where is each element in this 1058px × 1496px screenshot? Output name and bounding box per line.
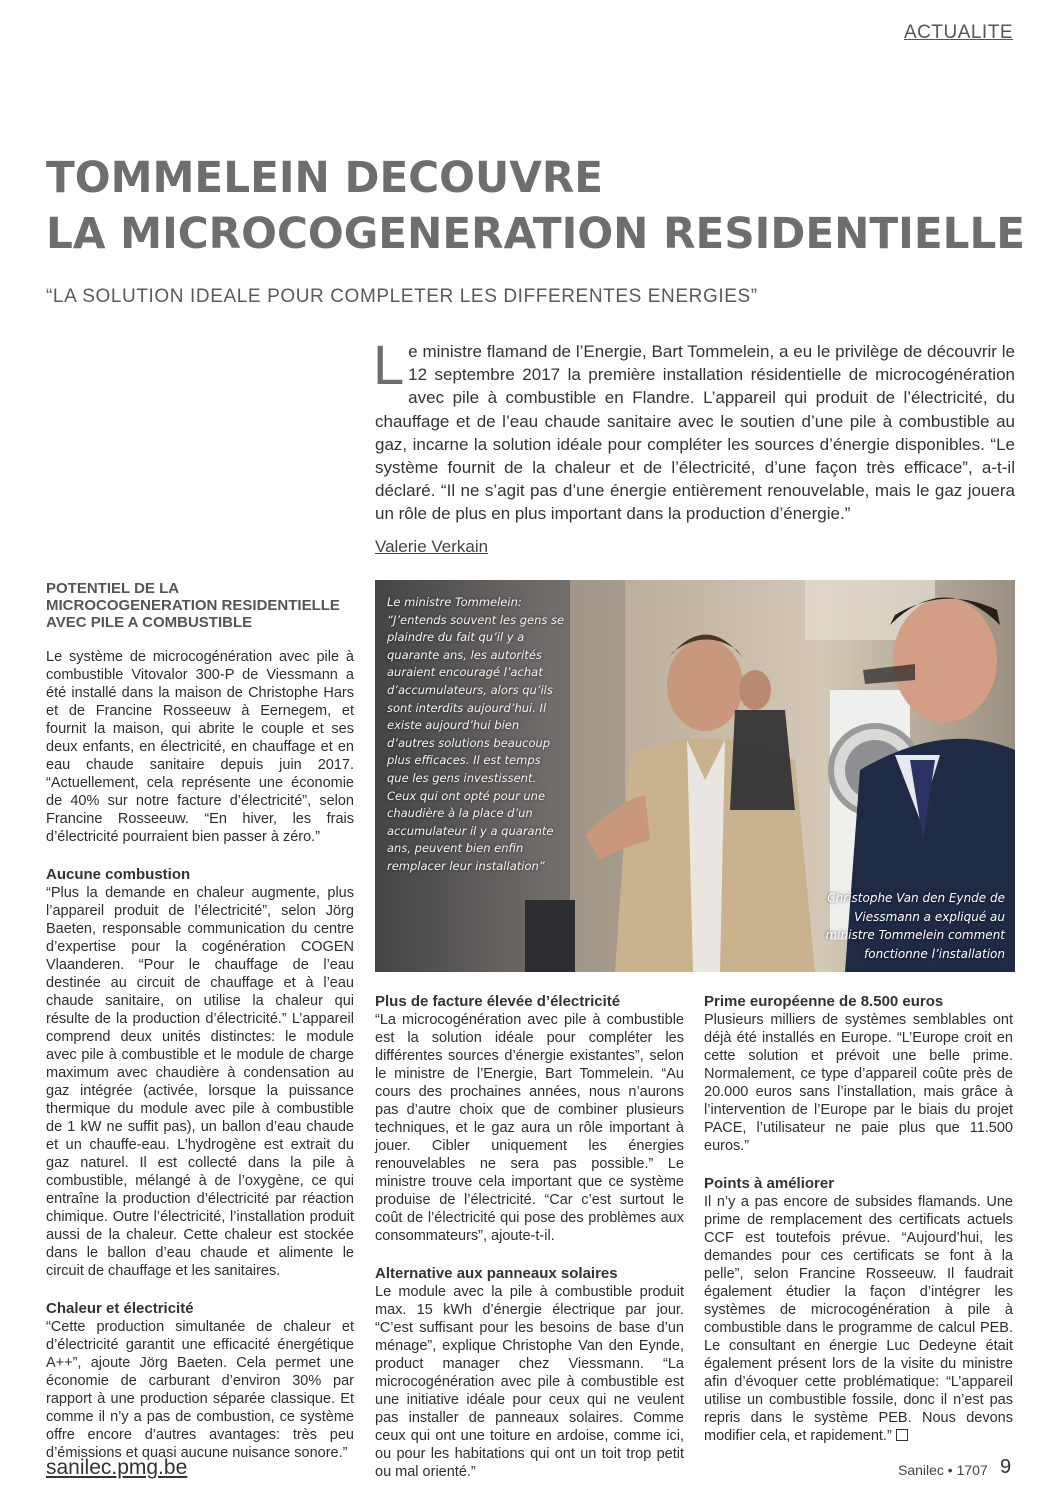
subheading: Aucune combustion [46,866,191,883]
author-link[interactable]: Valerie Verkain [375,537,489,556]
footer-magazine-issue: Sanilec • 1707 [898,1462,988,1478]
body-paragraph: Le module avec la pile à combustible produit max. 15 kWh d’énergie électrique par jour. “C’est suffisant pour les besoins de base d’un ménage”, explique Christophe Van den Eynde, product manager chez Viessmann. “La microcogénération avec pile à combustible est une initiative idéale pour ceux qui ne veulent pas installer de panneaux solaires. Comme ceux qui ont une toiture en ardoise, comme ici, ou pour les habitations qui ont un toit trop petit ou mal orienté.” [375,1284,684,1480]
page-number: 9 [1000,1456,1012,1478]
section-heading: POTENTIEL DE LA MICROCOGENERATION RESIDENTIELLE AVEC PILE A COMBUSTIBLE [46,580,340,631]
body-paragraph: “Cette production simultanée de chaleur et d’électricité garantit une efficacité énergétique A++”, ajoute Jörg Baeten. Cela permet une économie de carburant d’environ 30% par rapport à une production séparée classique. Et comme il n’y a pas de combustion, ce système offre encore d’autres avantages: très peu d’émissions et quasi aucune nuisance sonore.” [46,1319,354,1461]
drop-cap: L [373,333,405,396]
footer-website-link[interactable]: sanilec.pmg.be [46,1456,188,1479]
column-middle [375,993,684,1481]
article-title [46,150,1026,262]
column-right [704,993,1013,1445]
section-tag[interactable]: ACTUALITE [903,22,1013,43]
article-subtitle: “LA SOLUTION IDEALE POUR COMPLETER LES DIFFERENTES ENERGIES” [46,286,758,307]
end-mark-icon [896,1429,908,1441]
body-paragraph: Plusieurs milliers de systèmes semblables ont déjà été installés en Europe. “L’Europe croit en cette solution et prévoit une belle prime. Normalement, ce type d’appareil coûte près de 20.000 euros sans l’installation, mais grâce à l’intervention de l’Europe par le biais du projet PACE, l’utilisateur ne paie plus que 11.500 euros.” [704,1012,1013,1154]
subheading: Alternative aux panneaux solaires [375,1265,618,1282]
subheading: Points à améliorer [704,1175,835,1192]
closing-text: Il n’y a pas encore de subsides flamands. Une prime de remplacement des certificats actuels CCF est toutefois prévue. “Aujourd’hui, les demandes pour ces certificats se font à la pelle”, selon Francine Rosseeuw. Il faudrait également étudier la façon d’intégrer les systèmes de microcogénération à pile à combustible dans le programme de calcul PEB. Le consultant en énergie Luc Dedeyne était également présent lors de la visite du ministre afin d’évoquer cette problématique: “L’appareil utilise un combustible fossile, donc il n’est pas repris dans le système PEB. Nous devons modifier cela, et rapidement.” [704,1194,1013,1444]
photo-caption: Christophe Van den Eynde de Viessmann a expliqué au ministre Tommelein comment fonctionne l’installation [825,891,1005,961]
intro-paragraph [373,333,1015,526]
body-paragraph [704,1193,1013,1445]
subheading: Plus de facture élevée d’électricité [375,993,621,1010]
subheading: Prime européenne de 8.500 euros [704,993,944,1010]
subheading: Chaleur et électricité [46,1300,194,1317]
intro-text: e ministre flamand de l’Energie, Bart Tommelein, a eu le privilège de découvrir le 12 septembre 2017 la première installation résidentielle de microcogénération avec pile à combustible en Flandre. L’appareil qui produit de l’électricité, du chauffage et de l’eau chaude sanitaire avec le soutien d’une pile à combustible au gaz, incarne la solution idéale pour compléter les sources d’énergie disponibles. “Le système fournit de la chaleur et de l’électricité, d’une façon très efficace”, a-t-il déclaré. “Il ne s’agit pas d’une énergie entièrement renouvelable, mais le gaz jouera un rôle de plus en plus important dans la production d’énergie.” [375,342,1015,524]
article-photo [375,580,1015,972]
photo-caption-quote: Le ministre Tommelein: “J’entends souvent les gens se plaindre du fait qu’il y a quarante ans, les autorités auraient encouragé l’achat d’accumulateurs, alors qu’ils sont interdits aujourd’hui. Il existe aujourd’hui bien d’autres solutions beaucoup plus efficaces. Il est temps que les gens investissent. Ceux qui ont opté pour une chaudière à la place d’un accumulateur il y a quarante ans, peuvent bien enfin remplacer leur installation” [387,595,565,873]
title-line-2: LA MICROCOGENERATION RESIDENTIELLE [46,209,1026,259]
body-paragraph: Le système de microcogénération avec pile à combustible Vitovalor 300-P de Viessmann a été installé dans la maison de Christophe Hars et de Francine Rosseeuw à Eernegem, et fournit la maison, qui abrite le couple et ses deux enfants, en électricité, en chauffage et en eau chaude sanitaire depuis juin 2017. “Actuellement, cela représente une économie de 40% sur notre facture d’électricité”, selon Francine Rosseeuw. “En hiver, les frais d’électricité pourraient bien passer à zéro.” [46,649,354,845]
title-line-1: TOMMELEIN DECOUVRE [46,153,604,203]
body-paragraph: “Plus la demande en chaleur augmente, plus l’appareil produit de l’électricité”, selon Jörg Baeten, responsable communication du centre d’expertise pour la cogénération COGEN Vlaanderen. “Pour le chauffage de l’eau destinée au circuit de chauffage et à l’eau chaude sanitaire, on utilise la chaleur qui résulte de la production d’électricité.” L’appareil comprend deux unités distinctes: le module avec pile à combustible et le module de charge maximum avec chaudière à condensation au gaz intégrée (activée, lorsque la puissance thermique du module avec pile à combustible de 1 kW ne suffit pas), un ballon d’eau chaude et un chauffe-eau. L’hydrogène est extrait du gaz naturel. Il est collecté dans la pile à combustible, mélangé à de l’oxygène, ce qui entraîne la production d’électricité par réaction chimique. Outre l’électricité, l’installation produit aussi de la chaleur. Cette chaleur est stockée dans le ballon d’eau chaude et alimente le circuit de chauffage et les sanitaires. [46,885,354,1279]
column-left [46,580,354,1462]
body-paragraph: “La microcogénération avec pile à combustible est la solution idéale pour compléter les différentes sources d’énergie existantes”, selon le ministre de l’Energie, Bart Tommelein. “Au cours des prochaines années, nous n’aurons pas d’autre choix que de combiner plusieurs techniques, et le gaz aura un rôle important à jouer. Cibler uniquement les énergies renouvelables ne sera pas possible.” Le ministre trouve cela important que ce système produise de l’électricité. “Car c’est surtout le coût de l’électricité qui pose des problèmes aux consommateurs”, ajoute-t-il. [375,1012,684,1244]
